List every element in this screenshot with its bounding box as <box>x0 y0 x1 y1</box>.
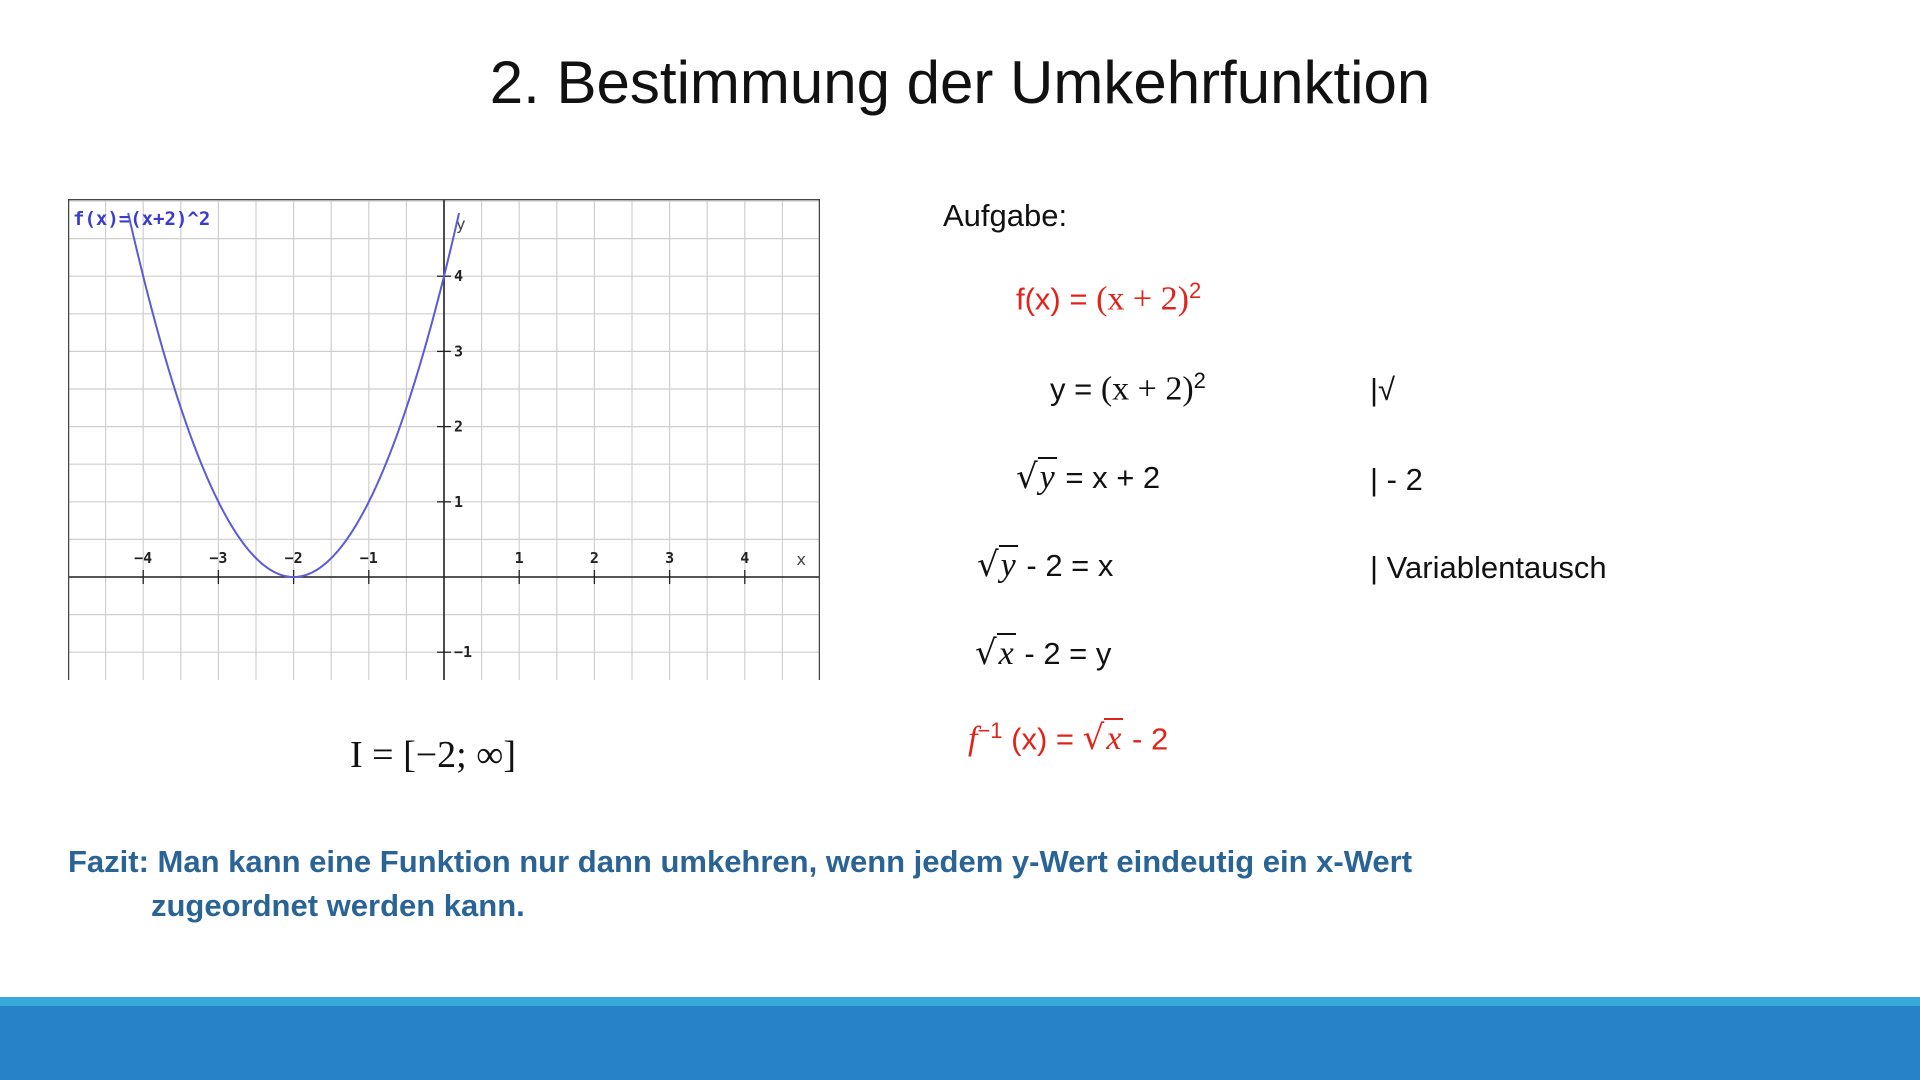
step-4-radicand: y <box>1000 547 1016 584</box>
step-3-radicand: y <box>1039 459 1055 496</box>
step-5-radicand: x <box>998 635 1014 672</box>
step-1-lhs: f(x) <box>1016 281 1061 317</box>
step-2-rhs: (x + 2) <box>1100 370 1194 408</box>
step-4-operation: | Variablentausch <box>1370 550 1607 585</box>
function-plot <box>68 199 820 680</box>
step-6-mid: (x) = <box>1002 721 1083 757</box>
step-1 <box>1016 278 1201 318</box>
x-tick-label: −2 <box>284 549 303 567</box>
step-5 <box>975 633 1111 673</box>
step-2 <box>1050 368 1206 408</box>
step-4 <box>977 545 1113 585</box>
x-tick-label: −1 <box>359 549 378 567</box>
x-tick-label: 4 <box>740 549 750 567</box>
y-axis-label: y <box>456 214 466 234</box>
step-6-rest: - 2 <box>1123 721 1169 757</box>
slide-title: 2. Bestimmung der Umkehrfunktion <box>489 49 1431 116</box>
step-6-f: f <box>968 720 978 758</box>
x-tick-label: 2 <box>589 549 599 567</box>
fazit-text <box>68 840 1568 928</box>
step-1-eq: = <box>1060 281 1097 317</box>
step-2-exp: 2 <box>1193 368 1206 393</box>
x-tick-label: −3 <box>209 549 228 567</box>
footer-band-dark <box>0 1006 1920 1080</box>
step-2-operation: |√ <box>1370 372 1396 407</box>
step-3-operation: | - 2 <box>1370 462 1423 497</box>
x-tick-label: −4 <box>134 549 153 567</box>
step-2-lhs: y <box>1050 371 1066 407</box>
step-3 <box>1016 457 1160 497</box>
aufgabe-label: Aufgabe: <box>943 198 1068 233</box>
step-3-rest: = x + 2 <box>1056 460 1161 495</box>
step-5-rest: - 2 = y <box>1015 636 1112 671</box>
y-tick-label: 3 <box>454 342 464 361</box>
x-axis-label: x <box>796 550 806 569</box>
sqrt-symbol: √y <box>1016 457 1055 497</box>
y-tick-label: −1 <box>454 643 473 662</box>
x-tick-label: 1 <box>514 549 524 567</box>
step-6-radicand: x <box>1106 720 1122 758</box>
sqrt-symbol: √x <box>975 633 1014 673</box>
fazit-line-1: Fazit: Man kann eine Funktion nur dann umkehren, wenn jedem y-Wert eindeutig ein x-Wert <box>68 844 1413 879</box>
interval-label: I = [−2; ∞] <box>350 734 516 776</box>
x-tick-label: 3 <box>665 549 675 567</box>
sqrt-symbol: √y <box>977 545 1016 585</box>
step-1-exp: 2 <box>1188 278 1202 303</box>
footer-band-light <box>0 997 1920 1006</box>
step-6 <box>968 718 1168 758</box>
y-tick-label: 2 <box>454 417 464 436</box>
step-4-rest: - 2 = x <box>1017 548 1114 583</box>
step-2-eq: = <box>1065 371 1101 407</box>
fazit-line-2: zugeordnet werden kann. <box>151 888 525 923</box>
step-1-rhs: (x + 2) <box>1096 280 1189 318</box>
y-tick-label: 4 <box>454 267 464 286</box>
y-tick-label: 1 <box>454 492 464 511</box>
step-6-exp: −1 <box>977 718 1003 743</box>
sqrt-symbol: √x <box>1082 718 1122 759</box>
chart-title: f(x)=(x+2)^2 <box>73 208 211 230</box>
